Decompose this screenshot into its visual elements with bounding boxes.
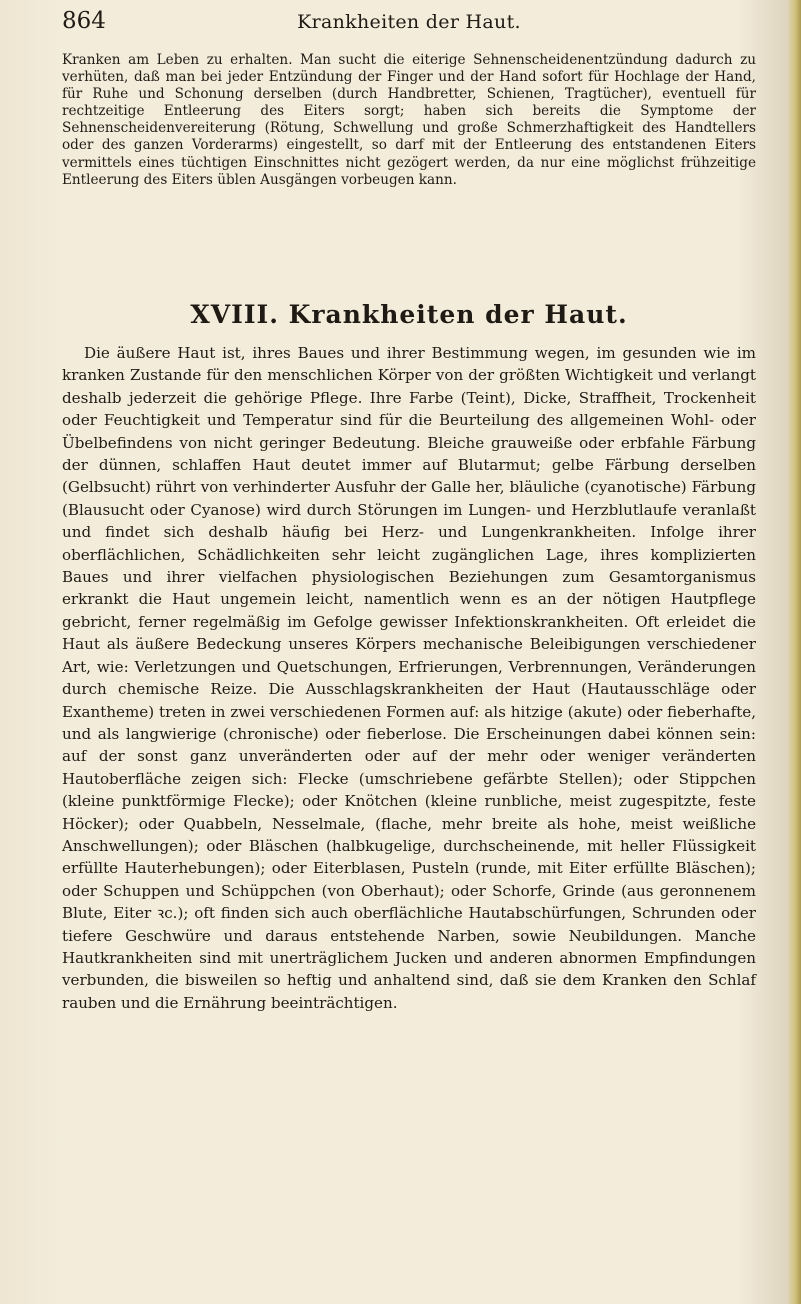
section-heading: XVIII. Krankheiten der Haut. <box>190 300 628 329</box>
page-edge <box>787 0 801 1304</box>
running-title: Krankheiten der Haut. <box>297 11 521 33</box>
section-body <box>62 342 756 1014</box>
continuation-paragraph: Kranken am Leben zu erhalten. Man sucht die eiterige Sehnenscheidenentzündung dadurch zu verhüten, daß man bei jeder Entzündung der Finger und der Hand sofort für Hochlage der Hand, für Ruhe und Schonung derselben (durch Handbretter, Schienen, Tragtücher), eventuell für rechtzeitige Entleerung des Eiters sorgt; haben sich bereits die Symptome der Sehnenscheidenvereiterung (Rötung, Schwellung und große Schmerzhaftigkeit des Handtellers oder des ganzen Vorderarms) eingestellt, so darf mit der Entleerung des entstandenen Eiters vermittels eines tüchtigen Einschnittes nicht gezögert werden, da nur eine möglichst frühzeitige Entleerung des Eiters üblen Ausgängen vorbeugen kann. <box>62 52 756 188</box>
main-paragraph: Die äußere Haut ist, ihres Baues und ihrer Bestimmung wegen, im gesunden wie im kranken Zustande für den menschlichen Körper von der größten Wichtigkeit und verlangt deshalb jederzeit die gehörige Pflege. Ihre Farbe (Teint), Dicke, Straffheit, Trockenheit oder Feuchtigkeit und Temperatur sind für die Beurteilung des allgemeinen Wohl- oder Übelbefindens von nicht geringer Bedeutung. Bleiche grauweiße oder erbfahle Färbung der dünnen, schlaffen Haut deutet immer auf Blutarmut; gelbe Färbung derselben (Gelbsucht) rührt von verhinderter Ausfuhr der Galle her, bläuliche (cyanotische) Färbung (Blausucht oder Cyanose) wird durch Störungen im Lungen- und Herzblutlaufe veranlaßt und findet sich deshalb häufig bei Herz- und Lungenkrankheiten. Infolge ihrer oberflächlichen, Schädlichkeiten sehr leicht zugänglichen Lage, ihres komplizierten Baues und ihrer vielfachen physiologischen Beziehungen zum Gesamtorganismus erkrankt die Haut ungemein leicht, namentlich wenn es an der nötigen Hautpflege gebricht, ferner regelmäßig im Gefolge gewisser Infektionskrankheiten. Oft erleidet die Haut als äußere Bedeckung unseres Körpers mechanische Beleibigungen verschiedener Art, wie: Verletzungen und Quetschungen, Erfrierungen, Verbrennungen, Veränderungen durch chemische Reize. Die Ausschlagskrankheiten der Haut (Hautausschläge oder Exantheme) treten in zwei verschiedenen Formen auf: als hitzige (akute) oder fieberhafte, und als langwierige (chronische) oder fieberlose. Die Erscheinungen dabei können sein: auf der sonst ganz unveränderten oder auf der mehr oder weniger veränderten Hautoberfläche zeigen sich: Flecke (umschriebene gefärbte Stellen); oder Stippchen (kleine punktförmige Flecke); oder Knötchen (kleine runbliche, meist zugespitzte, feste Höcker); oder Quabbeln, Nesselmale, (flache, mehr breite als hohe, meist weißliche Anschwellungen); oder Bläschen (halbkugelige, durchscheinende, mit heller Flüssigkeit erfüllte Hauterhebungen); oder Eiterblasen, Pusteln (runde, mit Eiter erfüllte Bläschen); oder Schuppen und Schüppchen (von Oberhaut); oder Schorfe, Grinde (aus geronnenem Blute, Eiter ꝛc.); oft finden sich auch oberflächliche Hautabschürfungen, Schrunden oder tiefere Geschwüre und daraus entstehende Narben, sowie Neubildungen. Manche Hautkrankheiten sind mit unerträglichem Jucken und anderen abnormen Empfindungen verbunden, die bisweilen so heftig und anhaltend sind, daß sie dem Kranken den Schlaf rauben und die Ernährung beeinträchtigen. <box>62 344 756 1012</box>
page-header <box>62 8 756 38</box>
page-number: 864 <box>62 8 106 34</box>
